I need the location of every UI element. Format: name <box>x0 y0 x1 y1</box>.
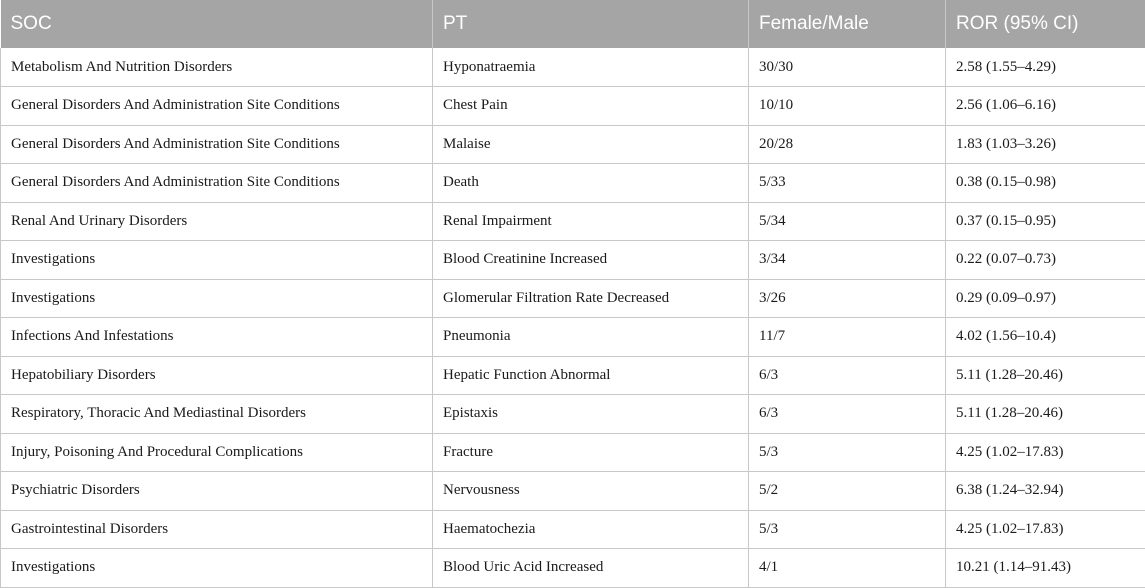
ror-cell: 0.37 (0.15–0.95) <box>946 202 1145 241</box>
female-male-cell: 5/34 <box>749 202 946 241</box>
table-row <box>1 48 1145 87</box>
female-male-cell: 5/3 <box>749 433 946 472</box>
pt-cell: Glomerular Filtration Rate Decreased <box>433 279 749 318</box>
ror-cell: 0.22 (0.07–0.73) <box>946 241 1145 280</box>
soc-cell: Hepatobiliary Disorders <box>1 356 433 395</box>
table-row <box>1 125 1145 164</box>
pt-cell: Nervousness <box>433 472 749 511</box>
female-male-cell: 5/2 <box>749 472 946 511</box>
female-male-cell: 3/34 <box>749 241 946 280</box>
soc-cell: Gastrointestinal Disorders <box>1 510 433 549</box>
female-male-cell: 10/10 <box>749 87 946 126</box>
ror-cell: 1.83 (1.03–3.26) <box>946 125 1145 164</box>
table-row <box>1 356 1145 395</box>
ror-cell: 4.25 (1.02–17.83) <box>946 510 1145 549</box>
pt-cell: Hepatic Function Abnormal <box>433 356 749 395</box>
female-male-cell: 4/1 <box>749 549 946 588</box>
ror-cell: 4.02 (1.56–10.4) <box>946 318 1145 357</box>
soc-cell: General Disorders And Administration Site Conditions <box>1 125 433 164</box>
soc-cell: General Disorders And Administration Site Conditions <box>1 87 433 126</box>
soc-cell: Investigations <box>1 549 433 588</box>
female-male-cell: 6/3 <box>749 356 946 395</box>
table-row <box>1 164 1145 203</box>
table-row <box>1 202 1145 241</box>
table-row <box>1 472 1145 511</box>
table-row <box>1 241 1145 280</box>
soc-cell: General Disorders And Administration Site Conditions <box>1 164 433 203</box>
female-male-cell: 5/33 <box>749 164 946 203</box>
header-soc: SOC <box>1 0 433 48</box>
table-header <box>1 0 1145 48</box>
table-row <box>1 510 1145 549</box>
header-row <box>1 0 1145 48</box>
ror-cell: 2.58 (1.55–4.29) <box>946 48 1145 87</box>
female-male-cell: 11/7 <box>749 318 946 357</box>
table-row <box>1 279 1145 318</box>
soc-cell: Infections And Infestations <box>1 318 433 357</box>
ror-cell: 6.38 (1.24–32.94) <box>946 472 1145 511</box>
table-body <box>1 48 1145 587</box>
ror-cell: 0.29 (0.09–0.97) <box>946 279 1145 318</box>
pt-cell: Malaise <box>433 125 749 164</box>
ror-cell: 5.11 (1.28–20.46) <box>946 395 1145 434</box>
ror-cell: 0.38 (0.15–0.98) <box>946 164 1145 203</box>
pt-cell: Fracture <box>433 433 749 472</box>
pt-cell: Hyponatraemia <box>433 48 749 87</box>
pt-cell: Pneumonia <box>433 318 749 357</box>
female-male-cell: 6/3 <box>749 395 946 434</box>
table-row <box>1 318 1145 357</box>
pt-cell: Blood Uric Acid Increased <box>433 549 749 588</box>
female-male-cell: 3/26 <box>749 279 946 318</box>
soc-cell: Respiratory, Thoracic And Mediastinal Disorders <box>1 395 433 434</box>
female-male-cell: 5/3 <box>749 510 946 549</box>
ror-cell: 10.21 (1.14–91.43) <box>946 549 1145 588</box>
header-ror: ROR (95% CI) <box>946 0 1145 48</box>
pt-cell: Renal Impairment <box>433 202 749 241</box>
table-row <box>1 433 1145 472</box>
soc-cell: Metabolism And Nutrition Disorders <box>1 48 433 87</box>
soc-cell: Renal And Urinary Disorders <box>1 202 433 241</box>
pt-cell: Death <box>433 164 749 203</box>
soc-cell: Psychiatric Disorders <box>1 472 433 511</box>
table-row <box>1 87 1145 126</box>
header-pt: PT <box>433 0 749 48</box>
ror-cell: 4.25 (1.02–17.83) <box>946 433 1145 472</box>
pt-cell: Epistaxis <box>433 395 749 434</box>
soc-cell: Investigations <box>1 241 433 280</box>
ror-cell: 5.11 (1.28–20.46) <box>946 356 1145 395</box>
pt-cell: Haematochezia <box>433 510 749 549</box>
header-female-male: Female/Male <box>749 0 946 48</box>
ror-cell: 2.56 (1.06–6.16) <box>946 87 1145 126</box>
soc-cell: Investigations <box>1 279 433 318</box>
table-row <box>1 395 1145 434</box>
pt-cell: Chest Pain <box>433 87 749 126</box>
pt-cell: Blood Creatinine Increased <box>433 241 749 280</box>
table-row <box>1 549 1145 588</box>
female-male-cell: 20/28 <box>749 125 946 164</box>
soc-cell: Injury, Poisoning And Procedural Complications <box>1 433 433 472</box>
female-male-cell: 30/30 <box>749 48 946 87</box>
